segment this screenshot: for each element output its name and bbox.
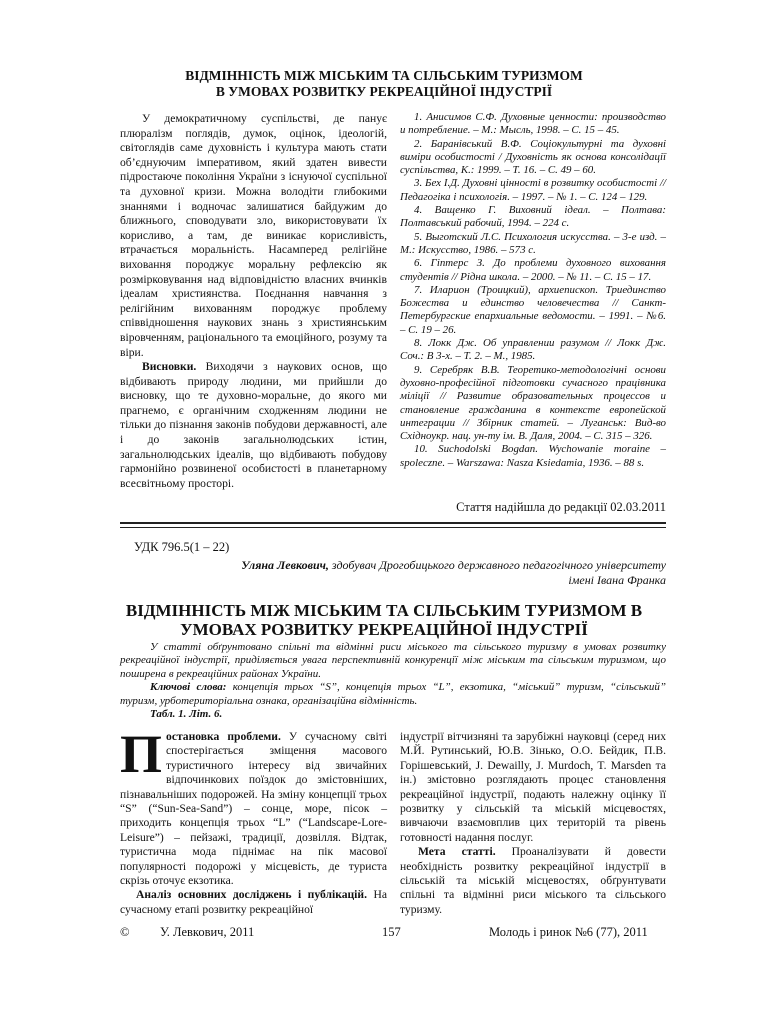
goal-label: Мета статті. — [418, 845, 496, 859]
prev-article-text-column — [120, 112, 387, 491]
received-date: Стаття надійшла до редакції 02.03.2011 — [456, 500, 666, 514]
page-number: 157 — [382, 925, 401, 939]
goal-text: Проаналізувати й довести необхідність розвитку рекреаційної індустрії в сільській та міській місцевостях, обґрунтувати спільні та відмінні риси міського та сільського туризму. — [400, 845, 666, 916]
abstract-block — [120, 641, 666, 721]
analysis-label: Аналіз основних досліджень і публікацій. — [136, 888, 367, 902]
footer-copyright-symbol: © — [120, 925, 130, 939]
reference-item: 1. Анисимов С.Ф. Духовные ценности: производство и потребление. – М.: Мысль, 1998. – С. 15 – 45. — [400, 111, 666, 137]
footer-author: У. Левкович, 2011 — [160, 925, 255, 939]
reference-item: 3. Бех І.Д. Духовні цінності в розвитку особистості // Педагогіка і психологія. – 1997. – № 1. – С. 124 – 129. — [400, 177, 666, 203]
analysis-paragraph — [120, 888, 387, 917]
problem-paragraph — [120, 724, 387, 888]
running-header-title — [0, 68, 768, 100]
separator-rule-thick — [120, 522, 666, 524]
reference-item: 6. Гіптерс З. До проблеми духовного виховання студентів // Рідна школа. – 2000. – № 11. – С. 15 – 17. — [400, 257, 666, 283]
separator-rule-thin — [120, 527, 666, 528]
drop-cap: П — [120, 724, 163, 784]
goal-paragraph — [400, 845, 666, 917]
running-header-line-1: ВІДМІННІСТЬ МІЖ МІСЬКИМ ТА СІЛЬСЬКИМ ТУРИЗМОМ — [185, 68, 583, 83]
keywords-text: концепція трьох “S”, концепція трьох “L”, екзотика, “міський” туризм, “сільський” туризм, урботериторіальна ознака, організаційна відмінність. — [120, 681, 667, 707]
conclusions-text: Виходячи з наукових основ, що відбивають природу людини, ми прийшли до висновку, що те духовно-моральне, до якого ми прагнемо, є органічним сходженням людини не тільки до пізнання законів побудови державності, але і до законів загальнолюдських істин, загальнолюдських ідеалів, що відбивають побудову гармонійно розвиненої особистості в планетарному всесвітньому просторі. — [120, 360, 387, 490]
article-body-right-column — [400, 730, 666, 917]
author-affiliation: здобувач Дрогобицького державного педагогічного університету — [328, 558, 666, 572]
author-line-1 — [120, 558, 666, 573]
author-affiliation-line-2: імені Івана Франка — [568, 573, 666, 587]
reference-item: 4. Ващенко Г. Виховний ідеал. – Полтава: Полтавський рабочий, 1994. – 224 с. — [400, 204, 666, 230]
analysis-continuation: індустрії вітчизняні та зарубіжні науковці (серед них М.Й. Рутинський, Ю.В. Зінько, О.О. Бейдик, П.В. Горішевський, J. Dewailly, J. Murdoch, T. Marsden та ін.) змістовно розглядають процес становлення рекреаційної індустрії, подають належну оцінку її розвитку у сільській та міській місцевостях, вивчаючи взаємовплив цих територій та рівень готовності надання послуг. — [400, 730, 666, 844]
article-body-left-column — [120, 724, 387, 917]
problem-label: остановка проблеми. — [166, 730, 281, 743]
reference-item: 10. Suchodolski Bogdan. Wychowanie moraine – spoleczne. – Warszawa: Nasza Ksiedamia, 1936. – 88 s. — [400, 443, 666, 469]
tables-count-text: Табл. 1. Літ. 6. — [150, 708, 223, 721]
abstract-text: У статті обґрунтовано спільні та відмінні риси міського та сільського туризму в умовах розвитку рекреаційної індустрії, приділяється увага перспективній конкуренції між міським та сільським туризмом, що поширена в рекреаційних районах України. — [120, 641, 666, 680]
references-list — [400, 111, 666, 470]
reference-item: 5. Выготский Л.С. Психология искусства. – 3-е изд. – М.: Искусство, 1986. – 573 с. — [400, 230, 666, 256]
keywords-line — [120, 681, 666, 708]
author-name: Уляна Левкович, — [241, 558, 329, 572]
reference-item: 7. Иларион (Троицкий), архиепископ. Триединство Божества и единство человечества // Санкт-Петербургские епархиальные ведомости. – 1991. – №6. – С. 19 – 26. — [400, 283, 666, 336]
footer-journal: Молодь і ринок №6 (77), 2011 — [489, 925, 648, 939]
prev-article-conclusions — [120, 360, 387, 491]
tables-count — [120, 708, 666, 721]
reference-item: 2. Баранівський В.Ф. Соціокультурні та духовні виміри особистості / Духовність як основа консолідації суспільства, К.: 1999. – Т. 16. – С. 49 – 60. — [400, 137, 666, 177]
article-title-line-1: ВІДМІННІСТЬ МІЖ МІСЬКИМ ТА СІЛЬСЬКИМ ТУРИЗМОМ В — [125, 601, 643, 620]
conclusions-label: Висновки. — [142, 360, 197, 374]
article-title-line-2: УМОВАХ РОЗВИТКУ РЕКРЕАЦІЙНОЇ ІНДУСТРІЇ — [180, 620, 588, 639]
analysis-text: На сучасному етапі розвитку рекреаційної — [120, 888, 387, 916]
udk-code: УДК 796.5(1 – 22) — [134, 540, 230, 554]
prev-article-paragraph-1: У демократичному суспільстві, де панує плюралізм поглядів, думок, оцінок, ідеологій, світоглядів саме духовність і культура мають стати об’єднуючим імперативом, який здатен вивести підростаюче покоління України з існуючої суспільної та духовної кризи. Можна володіти глибокими знаннями і водночас залишатися байдужим до ближнього, споводувати зло, використовувати їх корисливо, а там, де виникає корисливість, втрачається моральність. Насамперед релігійне виховання породжує моральну рефлексію як розмірковування над відповідністю власних вчинків ідеалам християнства. Поєднання навчання з релігійним вихованням породжує проблему співвідношення наукових знань з християнським віровченням, раціонального та емоційного, розуму та віри. — [120, 112, 387, 359]
running-header-line-2: В УМОВАХ РОЗВИТКУ РЕКРЕАЦІЙНОЇ ІНДУСТРІЇ — [215, 84, 553, 99]
article-title — [0, 601, 768, 639]
author-block — [120, 558, 666, 588]
reference-item: 8. Локк Дж. Об управлении разумом // Локк Дж. Соч.: В 3-х. – Т. 2. – М., 1985. — [400, 337, 666, 363]
keywords-label: Ключові слова: — [150, 681, 227, 694]
reference-item: 9. Серебряк В.В. Теоретико-методологічні основи духовно-професійної підготовки сучасного працівника міліції // Развитие образовательных процессов и становление гражданина в контексте европейской интеграции // Збірник статей. – Луганськ: Вид-во Східноукр. нац. ун-ту ім. В. Даля, 2004. – С. 315 – 326. — [400, 363, 666, 443]
problem-text: У сучасному світі спостерігається зміщення масового туристичного інтересу від звичайних відпочинкових поїздок до змістовніших, пізнавальніших подорожей. На зміну концепції трьох “S” (“Sun-Sea-Sand”) – сонце, море, пісок – приходить концепція трьох “L” (“Landscape-Lore-Leisure”) – пейзажі, традиції, дозвілля. Відтак, туристична мода піднімає на пік масової популярності подорожі у місцевість, де туриста скрізь оточує екзотика. — [120, 730, 387, 888]
